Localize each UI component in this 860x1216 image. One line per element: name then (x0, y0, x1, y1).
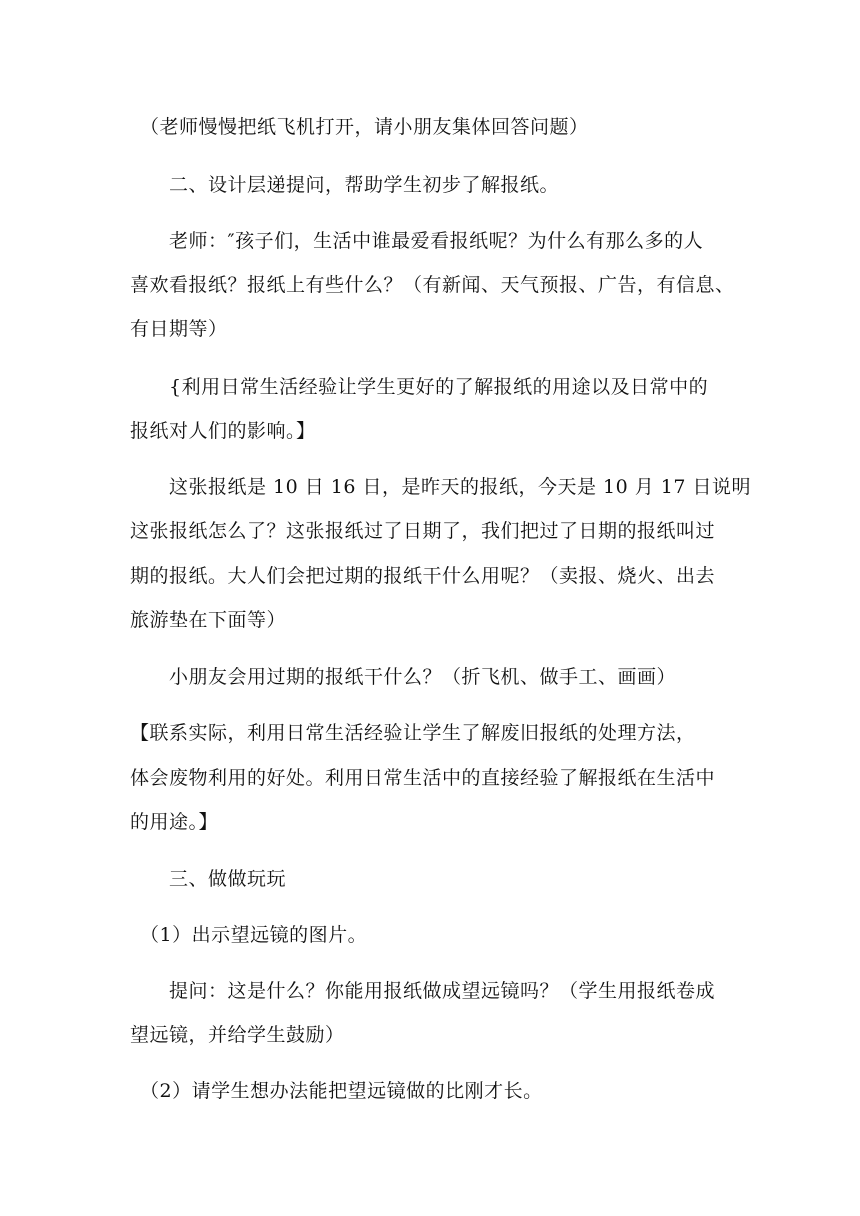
paragraph-line: 期的报纸。大人们会把过期的报纸干什么用呢？（卖报、烧火、出去 (130, 565, 716, 587)
paragraph-line: （2）请学生想办法能把望远镜做的比刚才长。 (130, 1080, 543, 1102)
paragraph-line: 体会废物利用的好处。利用日常生活中的直接经验了解报纸在生活中 (130, 767, 716, 789)
section-heading: 三、做做玩玩 (130, 868, 287, 890)
paragraph-line: （1）出示望远镜的图片。 (130, 924, 368, 946)
paragraph-line: 【联系实际，利用日常生活经验让学生了解废旧报纸的处理方法， (130, 722, 696, 744)
paragraph-line: 报纸对人们的影响。】 (130, 420, 316, 442)
paragraph-line: 旅游垫在下面等） (130, 609, 287, 631)
paragraph-line: 提问：这是什么？你能用报纸做成望远镜吗？（学生用报纸卷成 (130, 980, 716, 1002)
paragraph-line: 的用途。】 (130, 811, 219, 833)
paragraph-line: 有日期等） (130, 318, 228, 340)
paragraph-line: 这张报纸怎么了？这张报纸过了日期了，我们把过了日期的报纸叫过 (130, 520, 716, 542)
paragraph-line: 小朋友会用过期的报纸干什么？（折飞机、做手工、画画） (130, 666, 677, 688)
paragraph-line: 这张报纸是 10 日 16 日，是昨天的报纸，今天是 10 月 17 日说明 (130, 476, 752, 498)
paragraph-line: {利用日常生活经验让学生更好的了解报纸的用途以及日常中的 (130, 376, 709, 398)
section-heading: 二、设计层递提问，帮助学生初步了解报纸。 (130, 174, 560, 196)
paragraph-line: 喜欢看报纸？报纸上有些什么？（有新闻、天气预报、广告，有信息、 (130, 274, 735, 296)
paragraph-line: 老师：″孩子们，生活中谁最爱看报纸呢？为什么有那么多的人 (130, 230, 704, 252)
paragraph-line: （老师慢慢把纸飞机打开，请小朋友集体回答问题） (130, 116, 589, 138)
paragraph-line: 望远镜，并给学生鼓励） (130, 1024, 345, 1046)
